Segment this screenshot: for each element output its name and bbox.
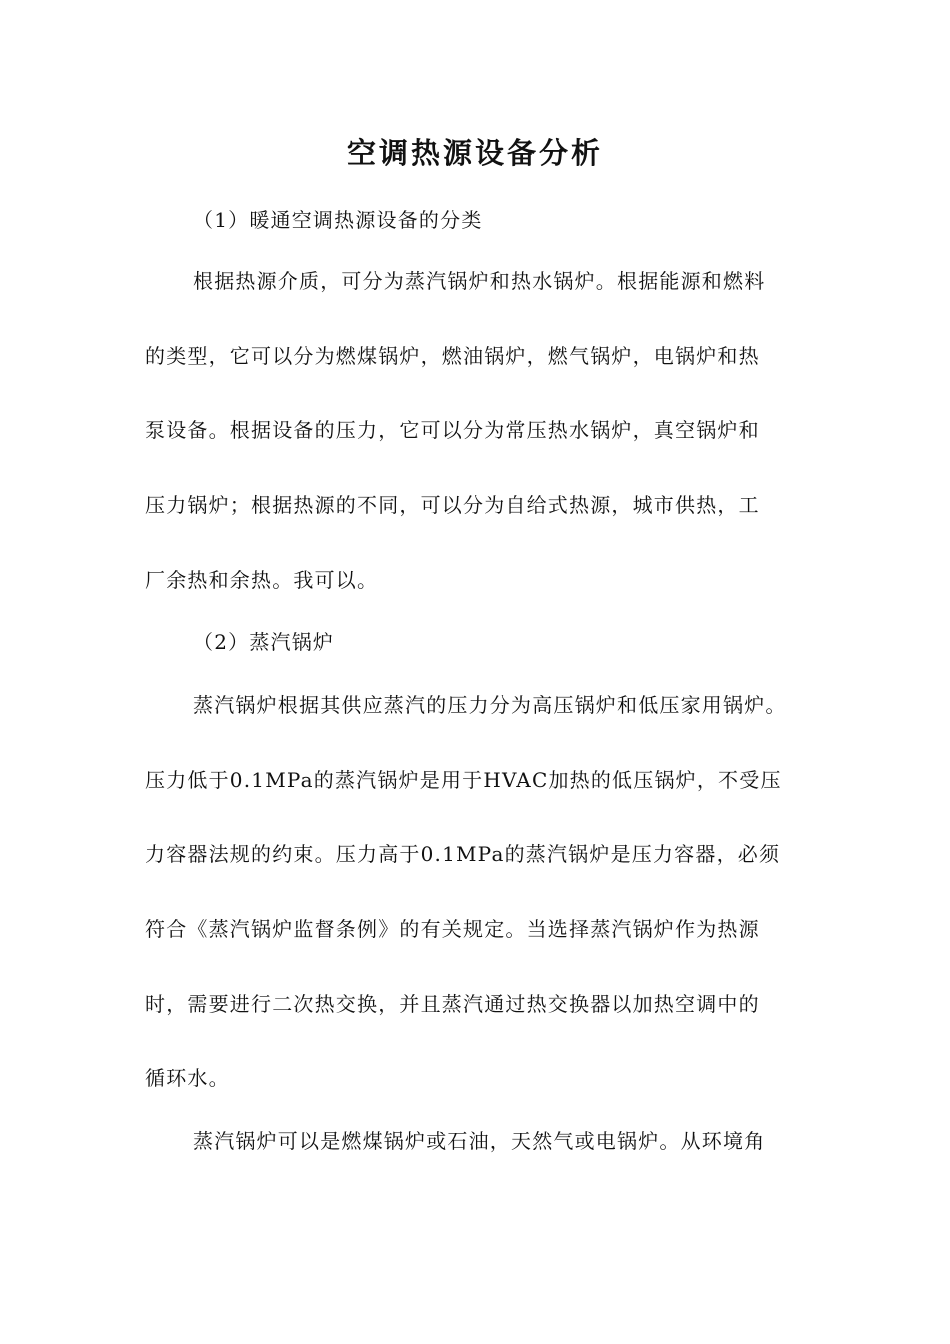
page-title: 空调热源设备分析 [346, 136, 603, 170]
paragraph-1-line-1: 根据热源介质，可分为蒸汽锅炉和热水锅炉。根据能源和燃料 [193, 269, 766, 293]
paragraph-2-line-2: 压力低于0.1MPa的蒸汽锅炉是用于HVAC加热的低压锅炉，不受压 [145, 768, 782, 792]
paragraph-2-line-3: 力容器法规的约束。压力高于0.1MPa的蒸汽锅炉是压力容器，必须 [145, 842, 781, 866]
paragraph-1-line-5: 厂余热和余热。我可以。 [145, 568, 379, 592]
paragraph-1-line-2: 的类型，它可以分为燃煤锅炉，燃油锅炉，燃气锅炉，电锅炉和热 [145, 344, 760, 368]
section-heading-2: （2）蒸汽锅炉 [193, 630, 335, 654]
paragraph-3-line-1: 蒸汽锅炉可以是燃煤锅炉或石油，天然气或电锅炉。从环境角 [193, 1129, 766, 1153]
section-heading-1: （1）暖通空调热源设备的分类 [193, 208, 483, 232]
paragraph-2-line-4: 符合《蒸汽锅炉监督条例》的有关规定。当选择蒸汽锅炉作为热源 [145, 917, 760, 941]
paragraph-2-line-5: 时，需要进行二次热交换，并且蒸汽通过热交换器以加热空调中的 [145, 992, 760, 1016]
paragraph-2-line-1: 蒸汽锅炉根据其供应蒸汽的压力分为高压锅炉和低压家用锅炉。 [193, 693, 787, 717]
paragraph-1-line-4: 压力锅炉；根据热源的不同，可以分为自给式热源，城市供热，工 [145, 493, 760, 517]
paragraph-2-line-6: 循环水。 [145, 1066, 230, 1090]
paragraph-1-line-3: 泵设备。根据设备的压力，它可以分为常压热水锅炉，真空锅炉和 [145, 418, 760, 442]
